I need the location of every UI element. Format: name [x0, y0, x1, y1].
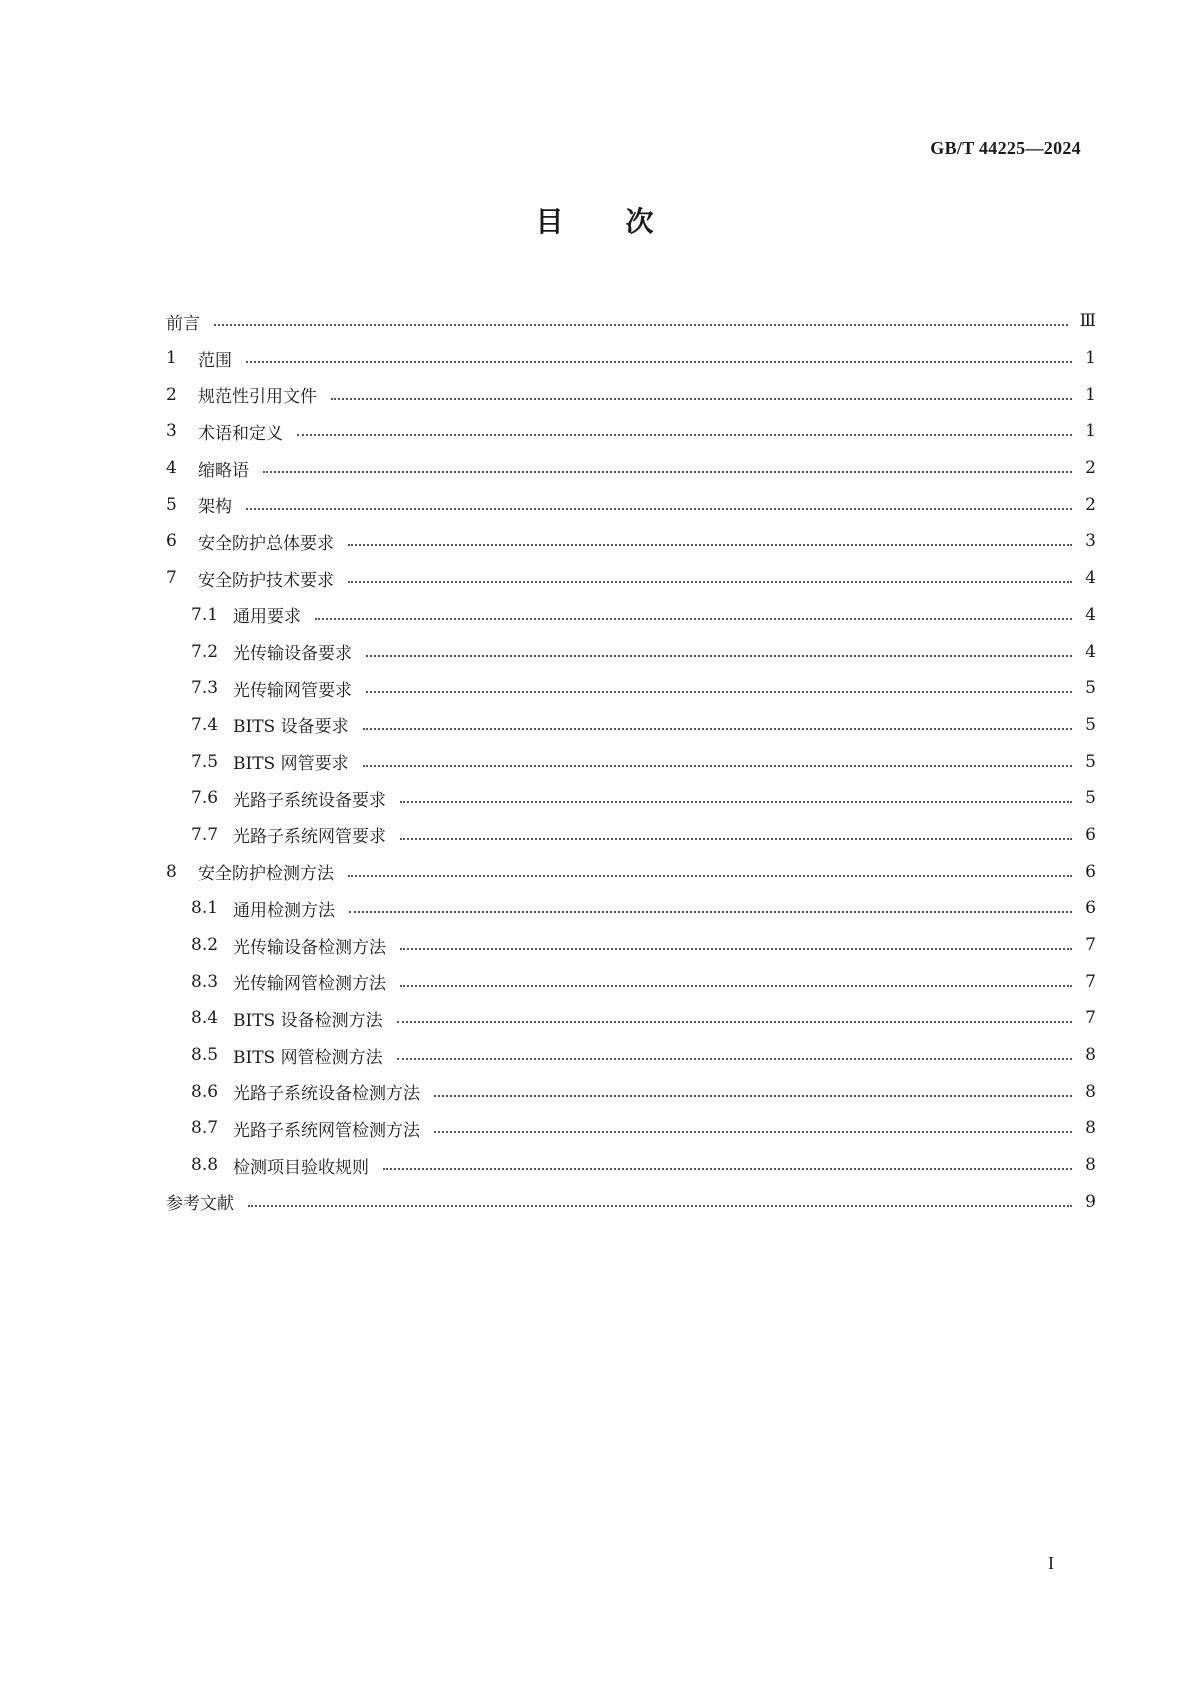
toc-entry-label: BITS 设备检测方法 [233, 1010, 383, 1031]
toc-title-right: 次 [625, 205, 656, 238]
toc-entry-number: 8 [166, 861, 177, 882]
toc-dot-leader [400, 801, 1072, 803]
toc-entry-label: 安全防护总体要求 [198, 533, 334, 554]
toc-entry-label: 光传输设备要求 [233, 644, 352, 665]
toc-entry-page: 3 [1085, 531, 1096, 552]
toc-dot-leader [348, 581, 1072, 583]
toc-entry-number: 8.7 [191, 1118, 219, 1139]
toc-entry[interactable] [166, 450, 1096, 487]
toc-entry-number: 8.2 [191, 935, 219, 956]
toc-entry-label: 光路子系统网管要求 [233, 827, 386, 848]
toc-entry[interactable] [166, 853, 1096, 890]
toc-entry-page: 1 [1085, 384, 1096, 405]
toc-entry-page: 6 [1085, 898, 1096, 919]
toc-entry[interactable] [166, 927, 1096, 964]
toc-entry-label: BITS 设备要求 [233, 717, 349, 738]
toc-entry-label: 范围 [198, 350, 232, 371]
toc-entry-number: 7.6 [191, 788, 219, 809]
toc-dot-leader [366, 655, 1072, 657]
toc-entry-label: 光路子系统网管检测方法 [233, 1120, 420, 1141]
toc-dot-leader [400, 838, 1072, 840]
toc-dot-leader [246, 361, 1072, 363]
toc-entry[interactable] [166, 303, 1096, 340]
toc-entry-page: Ⅲ [1079, 311, 1096, 332]
toc-entry-number: 7.2 [191, 641, 219, 662]
toc-entry-page: 4 [1085, 641, 1096, 662]
toc-entry[interactable] [166, 560, 1096, 597]
toc-dot-leader [363, 765, 1072, 767]
toc-dot-leader [297, 434, 1072, 436]
toc-entry-number: 3 [166, 421, 177, 442]
toc-entry[interactable] [166, 1073, 1096, 1110]
toc-entry-number: 1 [166, 348, 177, 369]
toc-entry[interactable] [166, 486, 1096, 523]
toc-entry-label: 通用检测方法 [233, 900, 335, 921]
toc-entry-label: 术语和定义 [198, 423, 283, 444]
toc-entry-label: 光路子系统设备检测方法 [233, 1084, 420, 1105]
toc-entry-page: 1 [1085, 348, 1096, 369]
toc-entry[interactable] [166, 670, 1096, 707]
toc-entry[interactable] [166, 1147, 1096, 1184]
toc-entry-page: 1 [1085, 421, 1096, 442]
toc-entry-number: 6 [166, 531, 177, 552]
toc-entry-number: 4 [166, 458, 177, 479]
toc-entry-label: 安全防护技术要求 [198, 570, 334, 591]
toc-entry-label: 光路子系统设备要求 [233, 790, 386, 811]
toc-dot-leader [383, 1168, 1072, 1170]
page-folio: I [1048, 1553, 1054, 1573]
toc-dot-leader [331, 398, 1072, 400]
toc-entry-number: 8.6 [191, 1081, 219, 1102]
toc-entry-number: 7.4 [191, 714, 219, 735]
toc-entry-page: 6 [1085, 861, 1096, 882]
toc-entry-number: 7 [166, 568, 177, 589]
toc-dot-leader [363, 728, 1072, 730]
toc-dot-leader [366, 691, 1072, 693]
toc-entry[interactable] [166, 1110, 1096, 1147]
toc-entry[interactable] [166, 743, 1096, 780]
toc-entry[interactable] [166, 1000, 1096, 1037]
toc-entry[interactable] [166, 817, 1096, 854]
toc-entry-label: 光传输网管检测方法 [233, 974, 386, 995]
toc-entry-number: 8.8 [191, 1155, 219, 1176]
toc-entry-number: 7.1 [191, 604, 219, 625]
toc-entry-label: 光传输设备检测方法 [233, 937, 386, 958]
toc-entry[interactable] [166, 597, 1096, 634]
toc-entry[interactable] [166, 376, 1096, 413]
toc-entry-number: 8.5 [191, 1045, 219, 1066]
toc-entry-page: 8 [1085, 1081, 1096, 1102]
toc-dot-leader [246, 508, 1072, 510]
toc-dot-leader [397, 1058, 1072, 1060]
toc-dot-leader [348, 544, 1072, 546]
toc-list [166, 303, 1096, 1220]
toc-entry-label: 缩略语 [198, 460, 249, 481]
toc-entry[interactable] [166, 413, 1096, 450]
toc-dot-leader [400, 948, 1072, 950]
toc-entry-page: 5 [1085, 714, 1096, 735]
toc-entry-label: 光传输网管要求 [233, 680, 352, 701]
toc-dot-leader [214, 324, 1068, 326]
toc-entry-label: BITS 网管要求 [233, 754, 349, 775]
toc-dot-leader [349, 911, 1072, 913]
toc-entry-number: 8.4 [191, 1008, 219, 1029]
toc-entry-label: 参考文献 [166, 1194, 234, 1215]
toc-entry-page: 2 [1085, 458, 1096, 479]
toc-dot-leader [434, 1131, 1072, 1133]
toc-entry-label: 安全防护检测方法 [198, 864, 334, 885]
toc-entry-number: 8.3 [191, 971, 219, 992]
toc-dot-leader [397, 1021, 1072, 1023]
toc-entry[interactable] [166, 633, 1096, 670]
toc-entry-page: 6 [1085, 824, 1096, 845]
toc-entry[interactable] [166, 1184, 1096, 1221]
toc-entry-page: 8 [1085, 1045, 1096, 1066]
toc-entry-label: 通用要求 [233, 607, 301, 628]
toc-entry-page: 5 [1085, 788, 1096, 809]
toc-entry[interactable] [166, 780, 1096, 817]
standard-number: GB/T 44225—2024 [930, 138, 1081, 158]
toc-entry-number: 7.3 [191, 678, 219, 699]
toc-entry-label: 规范性引用文件 [198, 387, 317, 408]
toc-dot-leader [263, 471, 1072, 473]
toc-entry[interactable] [166, 340, 1096, 377]
toc-entry-number: 7.7 [191, 824, 219, 845]
toc-entry-label: 前言 [166, 313, 200, 334]
toc-title-left: 目 [535, 205, 566, 238]
toc-entry-number: 7.5 [191, 751, 219, 772]
toc-entry[interactable] [166, 963, 1096, 1000]
toc-entry-number: 2 [166, 384, 177, 405]
toc-dot-leader [400, 985, 1072, 987]
toc-entry[interactable] [166, 890, 1096, 927]
toc-entry-page: 2 [1085, 494, 1096, 515]
toc-entry-number: 5 [166, 494, 177, 515]
toc-entry-page: 7 [1085, 935, 1096, 956]
toc-dot-leader [434, 1095, 1072, 1097]
toc-entry[interactable] [166, 523, 1096, 560]
toc-dot-leader [248, 1205, 1072, 1207]
toc-entry-page: 7 [1085, 971, 1096, 992]
toc-entry-label: BITS 网管检测方法 [233, 1047, 383, 1068]
toc-entry[interactable] [166, 707, 1096, 744]
toc-title [0, 200, 1191, 240]
toc-entry-label: 架构 [198, 497, 232, 518]
toc-entry[interactable] [166, 1037, 1096, 1074]
toc-entry-label: 检测项目验收规则 [233, 1157, 369, 1178]
toc-entry-page: 5 [1085, 678, 1096, 699]
toc-entry-page: 7 [1085, 1008, 1096, 1029]
toc-entry-page: 4 [1085, 568, 1096, 589]
toc-dot-leader [315, 618, 1072, 620]
toc-entry-page: 5 [1085, 751, 1096, 772]
toc-entry-page: 8 [1085, 1155, 1096, 1176]
toc-entry-page: 9 [1085, 1191, 1096, 1212]
toc-entry-number: 8.1 [191, 898, 219, 919]
toc-dot-leader [348, 875, 1072, 877]
toc-entry-page: 4 [1085, 604, 1096, 625]
toc-entry-page: 8 [1085, 1118, 1096, 1139]
